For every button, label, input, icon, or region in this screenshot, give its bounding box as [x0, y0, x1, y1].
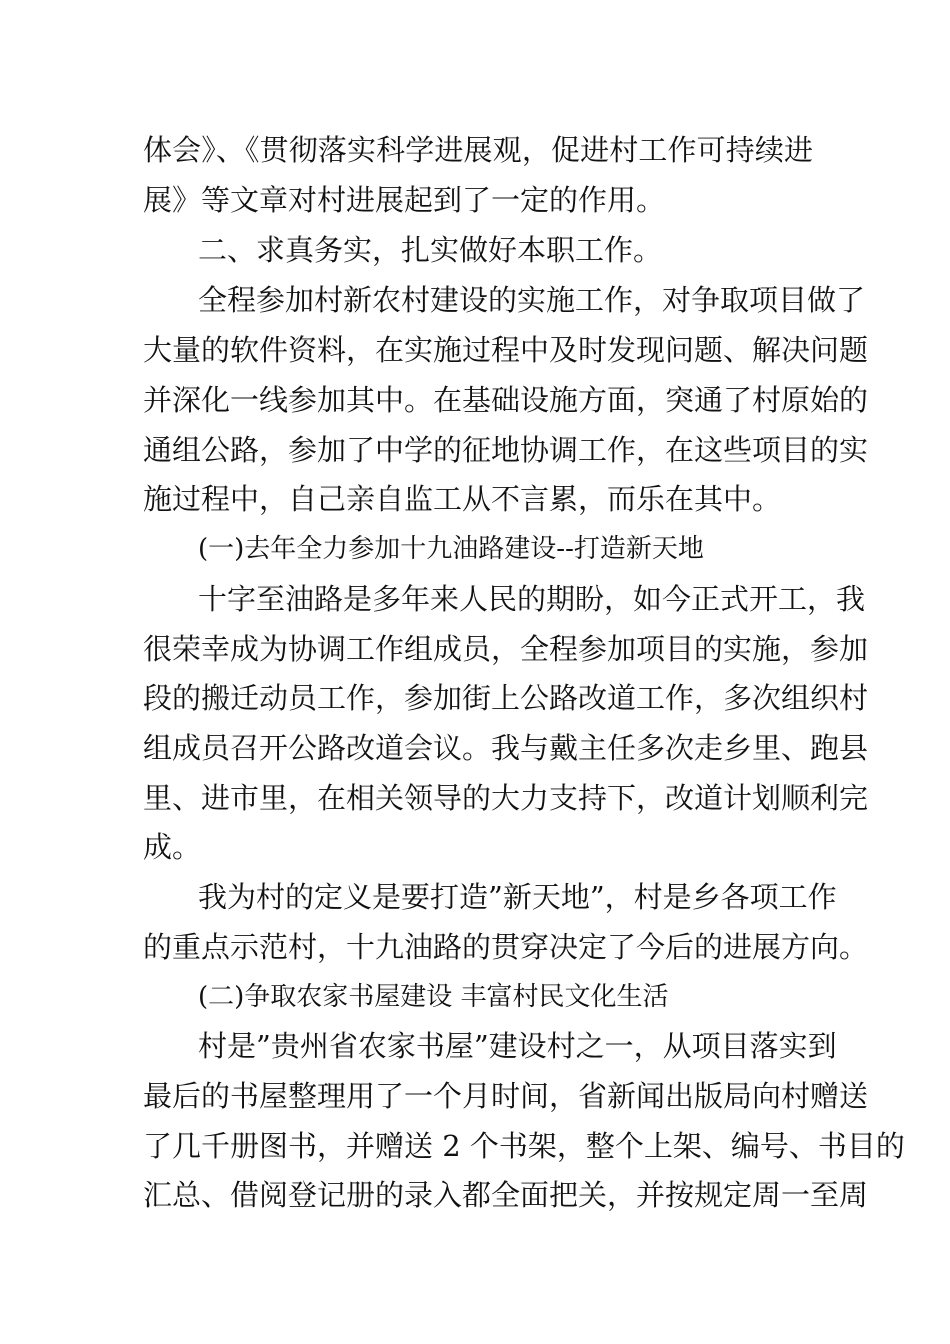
- text-line: 全程参加村新农村建设的实施工作，对争取项目做了: [198, 283, 866, 317]
- text-line: 展》等文章对村进展起到了一定的作用。: [143, 183, 666, 217]
- text-line: 最后的书屋整理用了一个月时间，省新闻出版局向村赠送: [143, 1079, 869, 1113]
- text-line: 体会》、《贯彻落实科学进展观，促进村工作可持续进: [143, 133, 813, 167]
- text-line: 的重点示范村，十九油路的贯穿决定了今后的进展方向。: [143, 930, 869, 964]
- text-line: 汇总、借阅登记册的录入都全面把关，并按规定周一至周: [143, 1178, 869, 1212]
- text-line: 了几千册图书，并赠送 2 个书架，整个上架、编号、书目的: [143, 1129, 905, 1163]
- text-line: 里、进市里，在相关领导的大力支持下，改道计划顺利完: [143, 781, 869, 815]
- section-heading: 二、求真务实，扎实做好本职工作。: [198, 233, 663, 267]
- text-line: 施过程中，自己亲自监工从不言累，而乐在其中。: [143, 482, 782, 516]
- text-line: 并深化一线参加其中。在基础设施方面，突通了村原始的: [143, 383, 869, 417]
- text-line: 组成员召开公路改道会议。我与戴主任多次走乡里、跑县: [143, 731, 869, 765]
- text-line: 大量的软件资料，在实施过程中及时发现问题、解决问题: [143, 333, 869, 367]
- text-line: 通组公路，参加了中学的征地协调工作，在这些项目的实: [143, 433, 869, 467]
- text-line: 段的搬迁动员工作，参加街上公路改道工作，多次组织村: [143, 681, 869, 715]
- text-line: 成。: [143, 830, 202, 864]
- text-line: 十字至油路是多年来人民的期盼，如今正式开工，我: [198, 582, 866, 616]
- text-line: 我为村的定义是要打造”新天地”，村是乡各项工作: [198, 880, 837, 914]
- subsection-heading: (二)争取农家书屋建设 丰富村民文化生活: [198, 982, 669, 1012]
- subsection-heading: (一)去年全力参加十九油路建设--打造新天地: [198, 534, 704, 564]
- text-line: 很荣幸成为协调工作组成员，全程参加项目的实施，参加: [143, 632, 869, 666]
- text-line: 村是”贵州省农家书屋”建设村之一，从项目落实到: [198, 1029, 837, 1063]
